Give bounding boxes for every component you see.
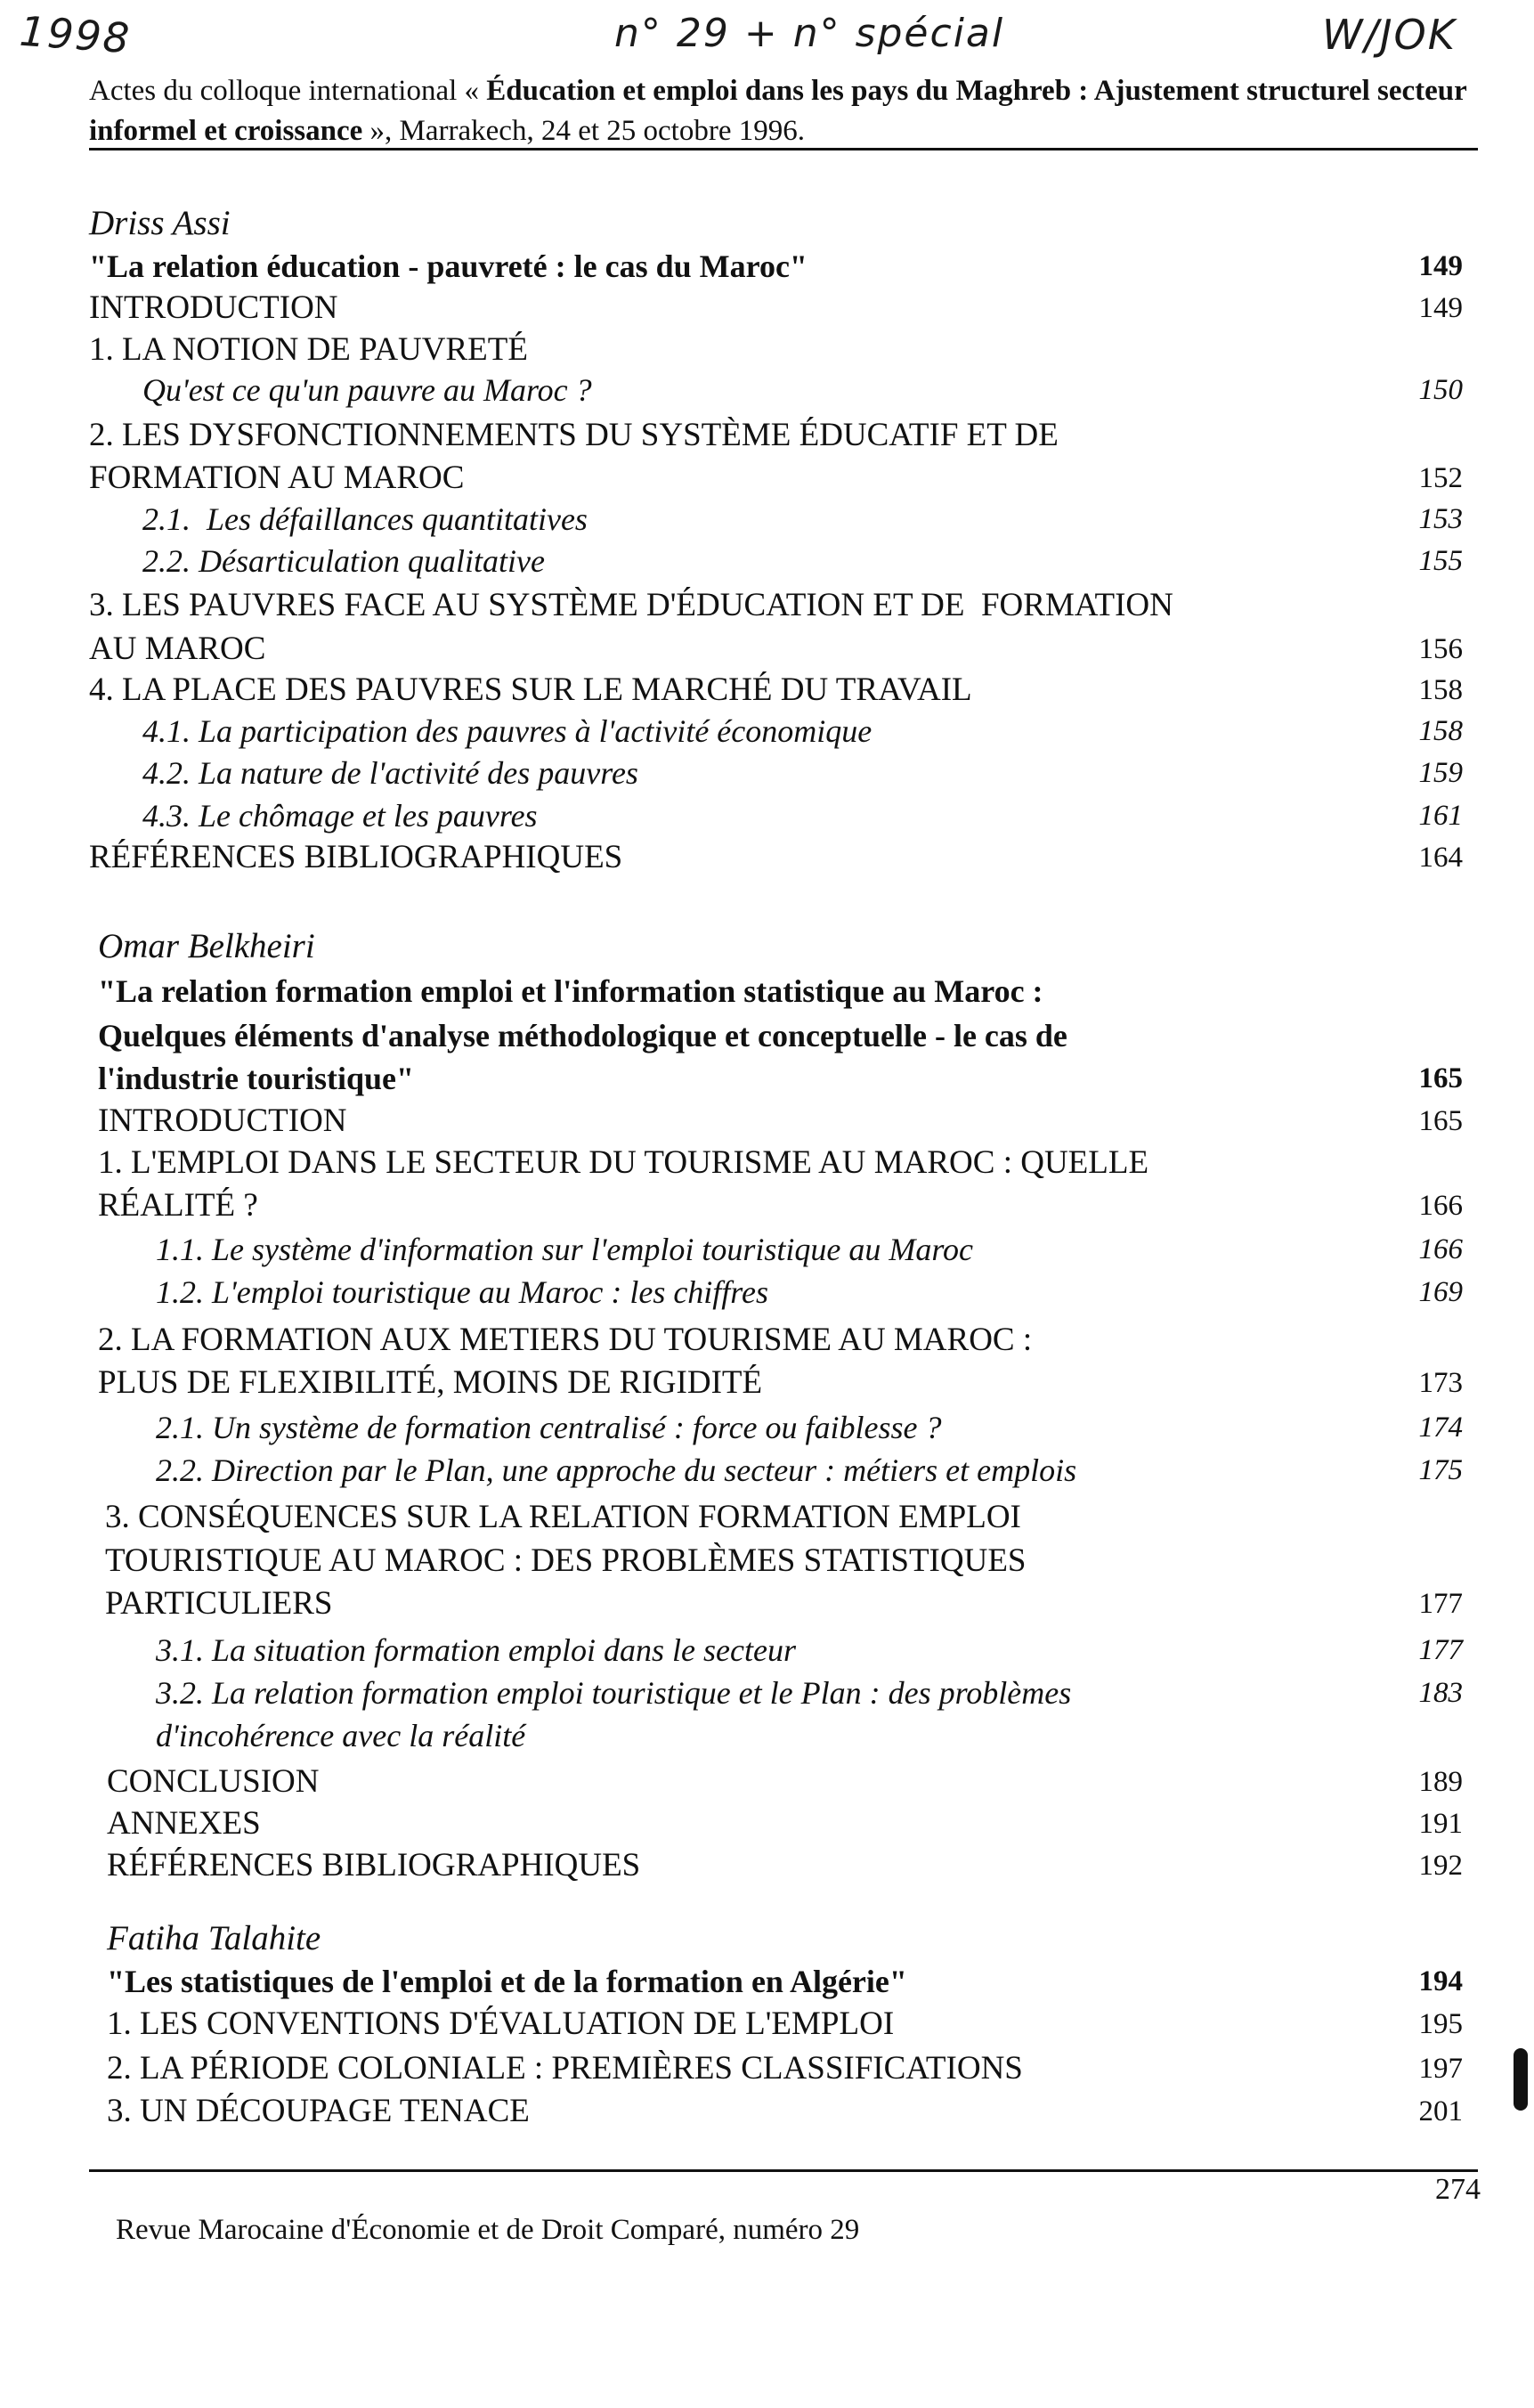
toc-entry-text: 2.2. Désarticulation qualitative <box>142 543 545 579</box>
toc-entry-text: 2.1. Les défaillances quantitatives <box>142 501 588 537</box>
toc-page-number: 166 <box>1418 1190 1463 1222</box>
toc-entry-text: 4.3. Le chômage et les pauvres <box>142 798 538 834</box>
toc-entry-text: 3. CONSÉQUENCES SUR LA RELATION FORMATION EMPLOI <box>105 1499 1021 1535</box>
toc-entry-text: 1. LES CONVENTIONS D'ÉVALUATION DE L'EMPLOI <box>107 2005 895 2042</box>
toc-page-number: 165 <box>1418 1105 1463 1137</box>
toc-entry-text: PARTICULIERS <box>105 1585 333 1622</box>
toc-page-number: 175 <box>1418 1454 1463 1486</box>
toc-entry-text: 2. LES DYSFONCTIONNEMENTS DU SYSTÈME ÉDUCATIF ET DE <box>89 417 1059 453</box>
toc-entry-text: 1. L'EMPLOI DANS LE SECTEUR DU TOURISME AU MAROC : QUELLE <box>98 1144 1149 1181</box>
toc-page-number: 197 <box>1418 2053 1463 2085</box>
toc-page-number: 156 <box>1418 633 1463 665</box>
toc-entry-text: CONCLUSION <box>107 1763 320 1800</box>
toc-entry-text: 2. LA FORMATION AUX METIERS DU TOURISME AU MAROC : <box>98 1322 1033 1358</box>
proceedings-header <box>89 71 1478 151</box>
toc-entry-text: INTRODUCTION <box>89 289 338 326</box>
toc-entry-text: 2.2. Direction par le Plan, une approche du secteur : métiers et emplois <box>156 1452 1077 1488</box>
toc-page-number: 166 <box>1418 1233 1463 1265</box>
handwritten-year: 1998 <box>18 6 133 63</box>
toc-entry-text: PLUS DE FLEXIBILITÉ, MOINS DE RIGIDITÉ <box>98 1364 763 1401</box>
toc-page-number: 169 <box>1418 1276 1463 1308</box>
toc-entry-text: l'industrie touristique" <box>98 1061 415 1096</box>
handwritten-code: W/JOK <box>1322 11 1457 59</box>
toc-page-number: 191 <box>1418 1808 1463 1840</box>
toc-entry-text: "Les statistiques de l'emploi et de la formation en Algérie" <box>107 1964 907 1999</box>
toc-page-number: 149 <box>1418 292 1463 324</box>
toc-page-number: 165 <box>1418 1062 1463 1094</box>
toc-entry-text: 4. LA PLACE DES PAUVRES SUR LE MARCHÉ DU TRAVAIL <box>89 671 972 708</box>
journal-footer: Revue Marocaine d'Économie et de Droit Comparé, numéro 29 <box>116 2214 860 2246</box>
toc-page-number: 177 <box>1418 1588 1463 1620</box>
toc-page-number: 174 <box>1418 1411 1463 1444</box>
header-suffix: », Marrakech, 24 et 25 octobre 1996. <box>362 115 805 147</box>
toc-page-number: 159 <box>1418 757 1463 789</box>
toc-page-number: 164 <box>1418 842 1463 874</box>
header-title: Éducation et emploi dans les pays du Maghreb : Ajustement structurel secteur informel et croissance <box>89 75 1467 147</box>
toc-entry-text: FORMATION AU MAROC <box>89 460 465 496</box>
footer-rule <box>89 2169 1478 2172</box>
page-number: 274 <box>1435 2173 1481 2206</box>
toc-entry-text: 3. LES PAUVRES FACE AU SYSTÈME D'ÉDUCATION ET DE FORMATION <box>89 587 1173 623</box>
toc-entry-text: Quelques éléments d'analyse méthodologique et conceptuelle - le cas de <box>98 1018 1067 1054</box>
toc-entry-text: "La relation formation emploi et l'information statistique au Maroc : <box>98 973 1043 1009</box>
toc-page-number: 183 <box>1418 1677 1463 1709</box>
toc-page-number: 153 <box>1418 503 1463 535</box>
header-prefix: Actes du colloque international « <box>89 75 487 107</box>
toc-entry-text: 4.1. La participation des pauvres à l'activité économique <box>142 713 873 749</box>
toc-page-number: 158 <box>1418 674 1463 706</box>
toc-entry-text: 1. LA NOTION DE PAUVRETÉ <box>89 331 528 368</box>
toc-entry-text: AU MAROC <box>89 630 266 667</box>
toc-page-number: 201 <box>1418 2095 1463 2127</box>
toc-entry-text: 3.1. La situation formation emploi dans le secteur <box>156 1632 796 1668</box>
toc-entry-text: 2.1. Un système de formation centralisé : force ou faiblesse ? <box>156 1410 942 1445</box>
toc-entry-text: TOURISTIQUE AU MAROC : DES PROBLÈMES STATISTIQUES <box>105 1542 1027 1579</box>
toc-entry-text: Driss Assi <box>89 204 231 242</box>
toc-entry-text: RÉALITÉ ? <box>98 1187 258 1224</box>
toc-page-number: 177 <box>1418 1634 1463 1666</box>
toc-page-number: 189 <box>1418 1766 1463 1798</box>
toc-page-number: 155 <box>1418 545 1463 577</box>
toc-entry-text: "La relation éducation - pauvreté : le cas du Maroc" <box>89 248 808 284</box>
toc-entry-text: 3. UN DÉCOUPAGE TENACE <box>107 2093 530 2129</box>
toc-entry-text: 4.2. La nature de l'activité des pauvres <box>142 755 638 791</box>
toc-entry-text: 3.2. La relation formation emploi touristique et le Plan : des problèmes <box>156 1675 1072 1711</box>
toc-entry-text: 1.2. L'emploi touristique au Maroc : les chiffres <box>156 1274 768 1310</box>
toc-page-number: 161 <box>1418 800 1463 832</box>
toc-entry-text: RÉFÉRENCES BIBLIOGRAPHIQUES <box>107 1847 641 1883</box>
toc-page-number: 173 <box>1418 1367 1463 1399</box>
toc-entry-text: Qu'est ce qu'un pauvre au Maroc ? <box>142 372 592 408</box>
toc-entry-text: Omar Belkheiri <box>98 927 315 965</box>
toc-entry-text: INTRODUCTION <box>98 1102 347 1139</box>
toc-entry-text: ANNEXES <box>107 1805 261 1842</box>
toc-page-number: 194 <box>1418 1965 1463 1997</box>
toc-page-number: 158 <box>1418 715 1463 747</box>
toc-page-number: 195 <box>1418 2008 1463 2040</box>
toc-page-number: 150 <box>1418 374 1463 406</box>
toc-entry-text: 2. LA PÉRIODE COLONIALE : PREMIÈRES CLASSIFICATIONS <box>107 2050 1023 2087</box>
toc-page-number: 192 <box>1418 1850 1463 1882</box>
toc-page-number: 149 <box>1418 250 1463 282</box>
header-rule <box>89 148 1478 150</box>
toc-entry-text: d'incohérence avec la réalité <box>156 1718 526 1753</box>
toc-entry-text: 1.1. Le système d'information sur l'emploi touristique au Maroc <box>156 1232 974 1267</box>
toc-page-number: 152 <box>1418 462 1463 494</box>
scan-edge-mark <box>1514 2048 1528 2111</box>
toc-entry-text: RÉFÉRENCES BIBLIOGRAPHIQUES <box>89 839 623 875</box>
toc-entry-text: Fatiha Talahite <box>107 1919 321 1957</box>
handwritten-issue-note: n° 29 + n° spécial <box>614 11 1005 56</box>
